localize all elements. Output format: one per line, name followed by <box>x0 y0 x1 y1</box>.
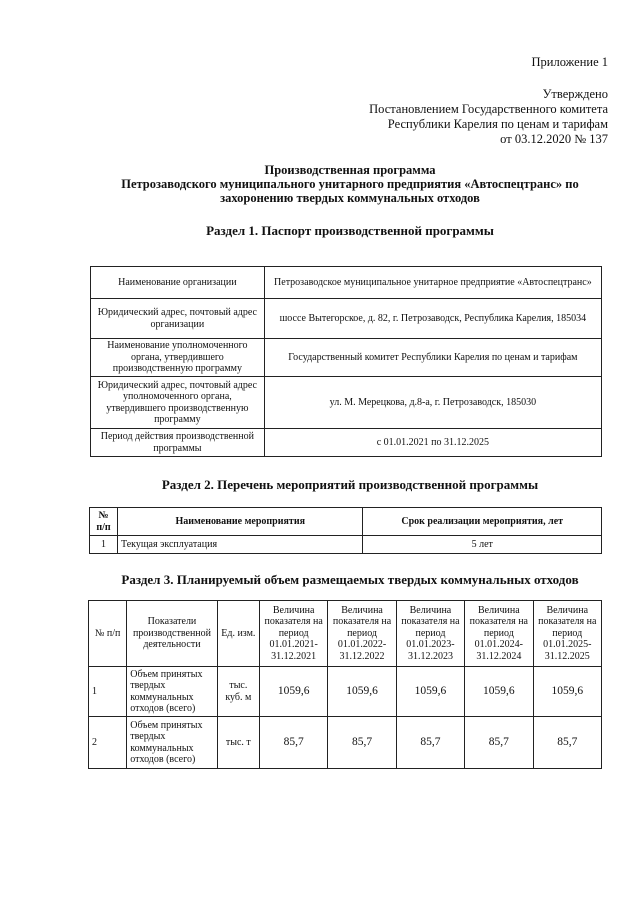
table-row <box>91 429 602 457</box>
indicator-name: Объем принятых твердых коммунальных отходов (всего) <box>127 717 218 769</box>
passport-value: ул. М. Мерецкова, д.8-а, г. Петрозаводск, 185030 <box>264 377 601 429</box>
col-header-period: Величина показателя на период 01.01.2023-31.12.2023 <box>396 601 464 667</box>
col-header-num: № п/п <box>89 601 127 667</box>
row-num: 2 <box>89 717 127 769</box>
appendix-label: Приложение 1 <box>531 55 608 69</box>
col-header-period: Величина показателя на период 01.01.2021-31.12.2021 <box>259 601 327 667</box>
section2-heading: Раздел 2. Перечень мероприятий производственной программы <box>161 477 539 492</box>
approved-label: Утверждено <box>542 87 608 101</box>
doc-title-line-3: захоронению твердых коммунальных отходов <box>220 191 480 205</box>
col-header-activity: Наименование мероприятия <box>117 508 363 536</box>
table-header-row <box>89 601 602 667</box>
table-row <box>91 339 602 377</box>
passport-label: Юридический адрес, почтовый адрес уполномоченного органа, утвердившего производственную программу <box>91 377 265 429</box>
table-row <box>89 717 602 769</box>
value-cell: 85,7 <box>396 717 464 769</box>
passport-label: Юридический адрес, почтовый адрес организации <box>91 299 265 339</box>
passport-value: Государственный комитет Республики Карелия по ценам и тарифам <box>264 339 601 377</box>
value-cell: 85,7 <box>533 717 601 769</box>
passport-value: с 01.01.2021 по 31.12.2025 <box>264 429 601 457</box>
table-row <box>90 536 602 554</box>
passport-table <box>90 266 602 457</box>
col-header-period: Величина показателя на период 01.01.2022-31.12.2022 <box>328 601 396 667</box>
row-num: 1 <box>90 536 118 554</box>
activity-term: 5 лет <box>363 536 602 554</box>
activities-table <box>89 507 602 554</box>
value-cell: 1059,6 <box>328 667 396 717</box>
col-header-unit: Ед. изм. <box>217 601 259 667</box>
table-header-row <box>90 508 602 536</box>
table-row <box>91 299 602 339</box>
table-row <box>89 667 602 717</box>
col-header-term: Срок реализации мероприятия, лет <box>363 508 602 536</box>
col-header-indicator: Показатели производственной деятельности <box>127 601 218 667</box>
section1-heading: Раздел 1. Паспорт производственной программы <box>206 223 494 238</box>
table-row <box>91 267 602 299</box>
approval-line-2: Республики Карелия по ценам и тарифам <box>387 117 608 131</box>
indicator-name: Объем принятых твердых коммунальных отходов (всего) <box>127 667 218 717</box>
value-cell: 85,7 <box>465 717 533 769</box>
value-cell: 85,7 <box>259 717 327 769</box>
value-cell: 1059,6 <box>259 667 327 717</box>
doc-title-line-2: Петрозаводского муниципального унитарного предприятия «Автоспецтранс» по <box>121 177 579 191</box>
value-cell: 85,7 <box>328 717 396 769</box>
unit: тыс. куб. м <box>217 667 259 717</box>
col-header-num: № п/п <box>90 508 118 536</box>
section3-heading: Раздел 3. Планируемый объем размещаемых твердых коммунальных отходов <box>121 572 579 587</box>
passport-label: Наименование организации <box>91 267 265 299</box>
activity-name: Текущая эксплуатация <box>117 536 363 554</box>
passport-label: Период действия производственной программы <box>91 429 265 457</box>
passport-value: Петрозаводское муниципальное унитарное предприятие «Автоспецтранс» <box>264 267 601 299</box>
value-cell: 1059,6 <box>533 667 601 717</box>
table-row <box>91 377 602 429</box>
col-header-period: Величина показателя на период 01.01.2024-31.12.2024 <box>465 601 533 667</box>
col-header-period: Величина показателя на период 01.01.2025-31.12.2025 <box>533 601 601 667</box>
passport-label: Наименование уполномоченного органа, утвердившего производственную программу <box>91 339 265 377</box>
doc-title: Производственная программа <box>264 163 436 177</box>
row-num: 1 <box>89 667 127 717</box>
approval-line-3: от 03.12.2020 № 137 <box>500 132 608 146</box>
unit: тыс. т <box>217 717 259 769</box>
volume-table <box>88 600 602 769</box>
value-cell: 1059,6 <box>396 667 464 717</box>
passport-value: шоссе Вытегорское, д. 82, г. Петрозаводск, Республика Карелия, 185034 <box>264 299 601 339</box>
value-cell: 1059,6 <box>465 667 533 717</box>
approval-line-1: Постановлением Государственного комитета <box>369 102 608 116</box>
